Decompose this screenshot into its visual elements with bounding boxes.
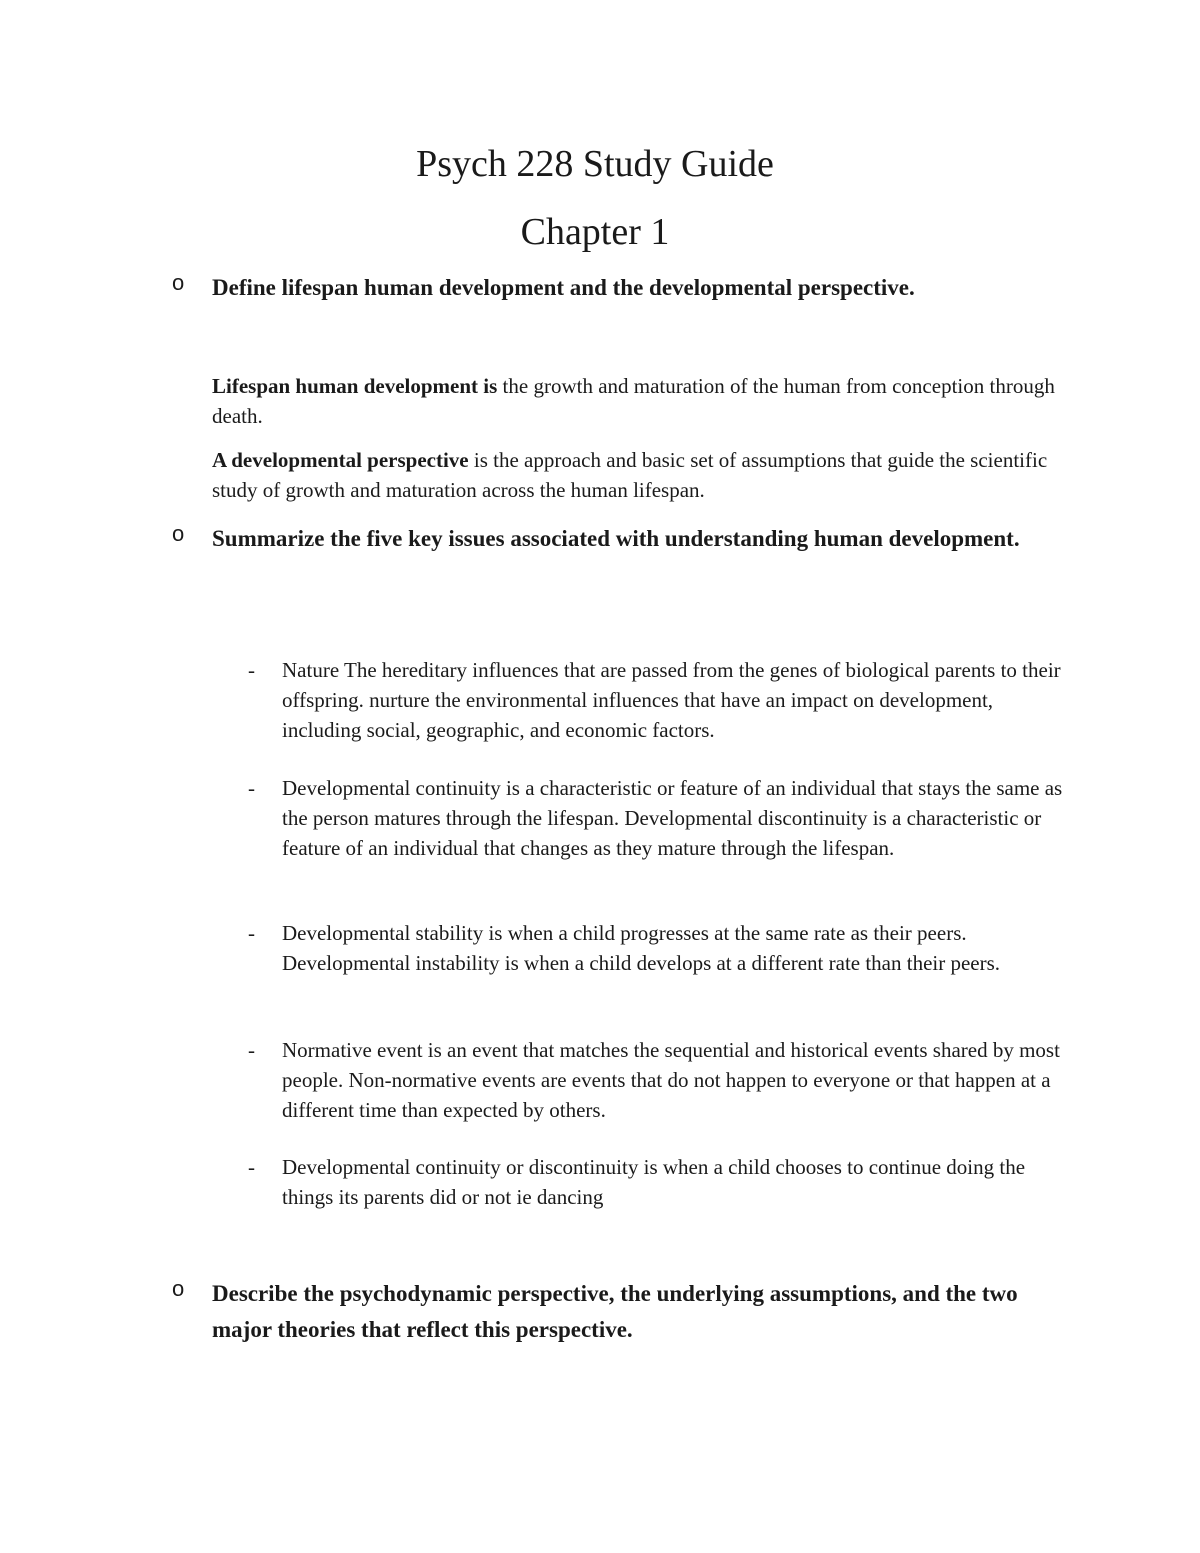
definition-term: A developmental perspective — [212, 448, 469, 472]
circle-bullet-icon: o — [172, 1276, 185, 1301]
question-text: Define lifespan human development and the developmental perspective. — [212, 275, 915, 300]
dash-bullet-icon: - — [248, 921, 255, 945]
dash-bullet-icon: - — [248, 1038, 255, 1062]
document-title: Psych 228 Study Guide — [416, 143, 774, 185]
issue-text: Developmental stability is when a child progresses at the same rate as their peers. Developmental instability is when a child develops at a different rate than their peers. — [282, 921, 1001, 975]
definition-paragraph — [212, 371, 1072, 431]
chapter-heading: Chapter 1 — [520, 211, 670, 253]
circle-bullet-icon: o — [172, 521, 185, 546]
dash-bullet-icon: - — [248, 1155, 255, 1179]
issue-text: Developmental continuity or discontinuity is when a child chooses to continue doing the things its parents did or not ie dancing — [282, 1155, 1026, 1209]
question-text: Summarize the five key issues associated with understanding human development. — [212, 526, 1020, 551]
dash-bullet-icon: - — [248, 658, 255, 682]
definition-text: the growth and maturation of the human from conception through death. — [212, 374, 1055, 428]
definition-text: is the approach and basic set of assumptions that guide the scientific study of growth and maturation across the human lifespan. — [212, 448, 1048, 502]
definition-paragraph — [212, 445, 1072, 505]
issue-text: Normative event is an event that matches the sequential and historical events shared by most people. Non-normative events are events that do not happen to everyone or that happen at a different time than expected by others. — [282, 1038, 1060, 1122]
dash-bullet-icon: - — [248, 776, 255, 800]
circle-bullet-icon: o — [172, 270, 185, 295]
definition-term: Lifespan human development is — [212, 374, 498, 398]
question-text: Describe the psychodynamic perspective, the underlying assumptions, and the two major theories that reflect this perspective. — [212, 1281, 1018, 1342]
issue-text: Developmental continuity is a characteristic or feature of an individual that stays the same as the person matures through the lifespan. Developmental discontinuity is a characteristic or feature of an individual that changes as they mature through the lifespan. — [282, 776, 1063, 860]
issue-text: Nature The hereditary influences that are passed from the genes of biological parents to their offspring. nurture the environmental influences that have an impact on development, including social, geographic, and economic factors. — [282, 658, 1061, 742]
